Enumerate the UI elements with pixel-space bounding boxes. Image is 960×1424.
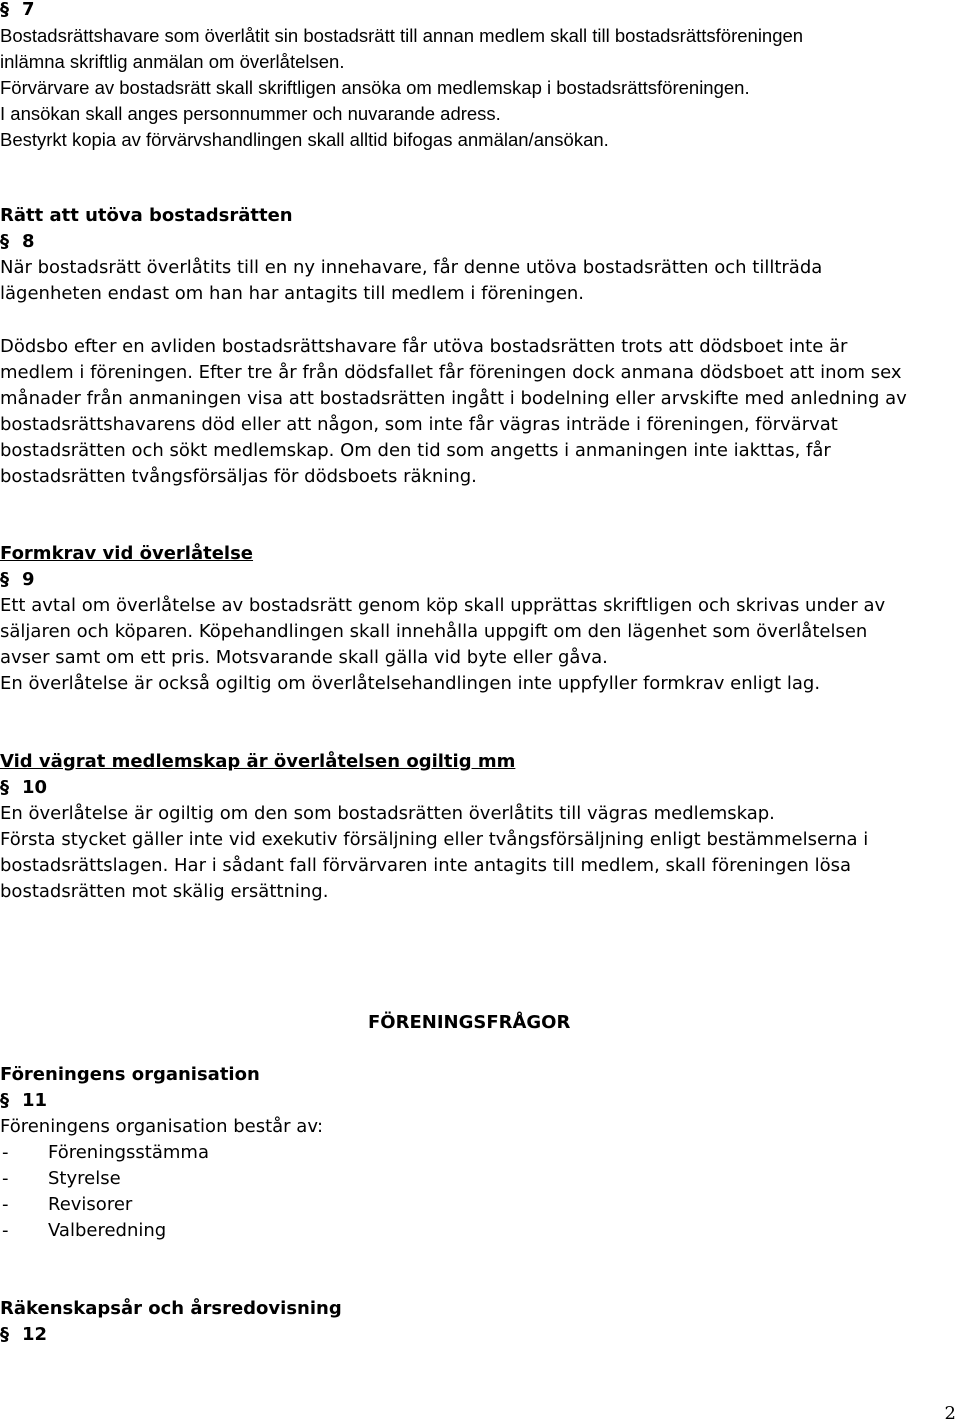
body-line: bostadsrätten och sökt medlemskap. Om den tid som angetts i anmaningen inte iakttas, får [0,440,831,461]
section-heading: Föreningens organisation [0,1064,260,1085]
section-10-number-line [0,775,868,801]
paragraph-symbol: § [0,0,9,20]
section-12-number-line [0,1322,342,1348]
page-number: 2 [944,1403,956,1424]
paragraph-symbol: § [0,1090,9,1111]
list-item [0,1192,323,1218]
section-number: 12 [22,1324,48,1345]
section-heading: Vid vägrat medlemskap är överlåtelsen ogiltig mm [0,751,516,772]
chapter-title: FÖRENINGSFRÅGOR [368,1012,571,1033]
section-10 [0,749,868,905]
body-line: inlämna skriftlig anmälan om överlåtelsen. [0,51,345,72]
list-dash: - [2,1220,9,1241]
body-line: säljaren och köparen. Köpehandlingen skall innehålla uppgift om den lägenhet som överlåtelsen [0,621,868,642]
section-7 [0,0,803,153]
body-line: Ett avtal om överlåtelse av bostadsrätt genom köp skall upprättas skriftligen och skrivas under av [0,595,886,616]
section-number: 9 [22,569,35,590]
list-dash: - [2,1194,9,1215]
body-line: I ansökan skall anges personnummer och nuvarande adress. [0,103,501,124]
body-line: Förvärvare av bostadsrätt skall skriftligen ansöka om medlemskap i bostadsrättsföreningen. [0,77,750,98]
section-heading: Formkrav vid överlåtelse [0,543,254,564]
list-item [0,1166,323,1192]
section-9 [0,541,885,697]
body-line: bostadsrätten mot skälig ersättning. [0,881,329,902]
body-line: Första stycket gäller inte vid exekutiv försäljning eller tvångsförsäljning enligt bestämmelserna i [0,829,869,850]
section-heading: Rätt att utöva bostadsrätten [0,205,293,226]
body-line: Bestyrkt kopia av förvärvshandlingen skall alltid bifogas anmälan/ansökan. [0,129,609,150]
list-item-label: Styrelse [48,1168,121,1189]
list-item [0,1140,323,1166]
section-number: 11 [22,1090,48,1111]
section-8 [0,203,822,307]
list-item-label: Revisorer [48,1194,133,1215]
section-number: 10 [22,777,48,798]
section-11 [0,1062,323,1244]
body-line: Dödsbo efter en avliden bostadsrättshavare får utöva bostadsrätten trots att dödsboet inte är [0,336,848,357]
list-dash: - [2,1168,9,1189]
list-item [0,1218,323,1244]
body-line: bostadsrätten tvångsförsäljas för dödsboets räkning. [0,466,477,487]
paragraph-symbol: § [0,777,9,798]
section-7-number-line [0,0,803,23]
section-9-number-line [0,567,885,593]
section-12 [0,1296,342,1348]
body-line: bostadsrättslagen. Har i sådant fall förvärvaren inte antagits till medlem, skall föreningen lösa [0,855,852,876]
body-line: lägenheten endast om han har antagits till medlem i föreningen. [0,283,585,304]
section-8-paragraph-2 [0,334,907,490]
section-number: 7 [22,0,35,20]
body-line: medlem i föreningen. Efter tre år från dödsfallet får föreningen dock anmana dödsboet att inom sex [0,362,902,383]
section-number: 8 [22,231,35,252]
section-8-number-line [0,229,822,255]
list-item-label: Valberedning [48,1220,167,1241]
section-11-number-line [0,1088,323,1114]
body-line: En överlåtelse är också ogiltig om överlåtelsehandlingen inte uppfyller formkrav enligt lag. [0,673,821,694]
body-line: Föreningens organisation består av: [0,1116,324,1137]
list-item-label: Föreningsstämma [48,1142,209,1163]
body-line: månader från anmaningen visa att bostadsrätten ingått i bodelning eller arvskifte med anledning av [0,388,907,409]
paragraph-symbol: § [0,1324,9,1345]
body-line: Bostadsrättshavare som överlåtit sin bostadsrätt till annan medlem skall till bostadsrättsföreningen [0,25,804,46]
body-line: bostadsrättshavarens död eller att någon, som inte får vägras inträde i föreningen, förvärvat [0,414,838,435]
paragraph-symbol: § [0,231,9,252]
body-line: avser samt om ett pris. Motsvarande skall gälla vid byte eller gåva. [0,647,608,668]
paragraph-symbol: § [0,569,9,590]
body-line: En överlåtelse är ogiltig om den som bostadsrätten överlåtits till vägras medlemskap. [0,803,775,824]
section-heading: Räkenskapsår och årsredovisning [0,1298,342,1319]
list-dash: - [2,1142,9,1163]
body-line: När bostadsrätt överlåtits till en ny innehavare, får denne utöva bostadsrätten och tillträda [0,257,823,278]
